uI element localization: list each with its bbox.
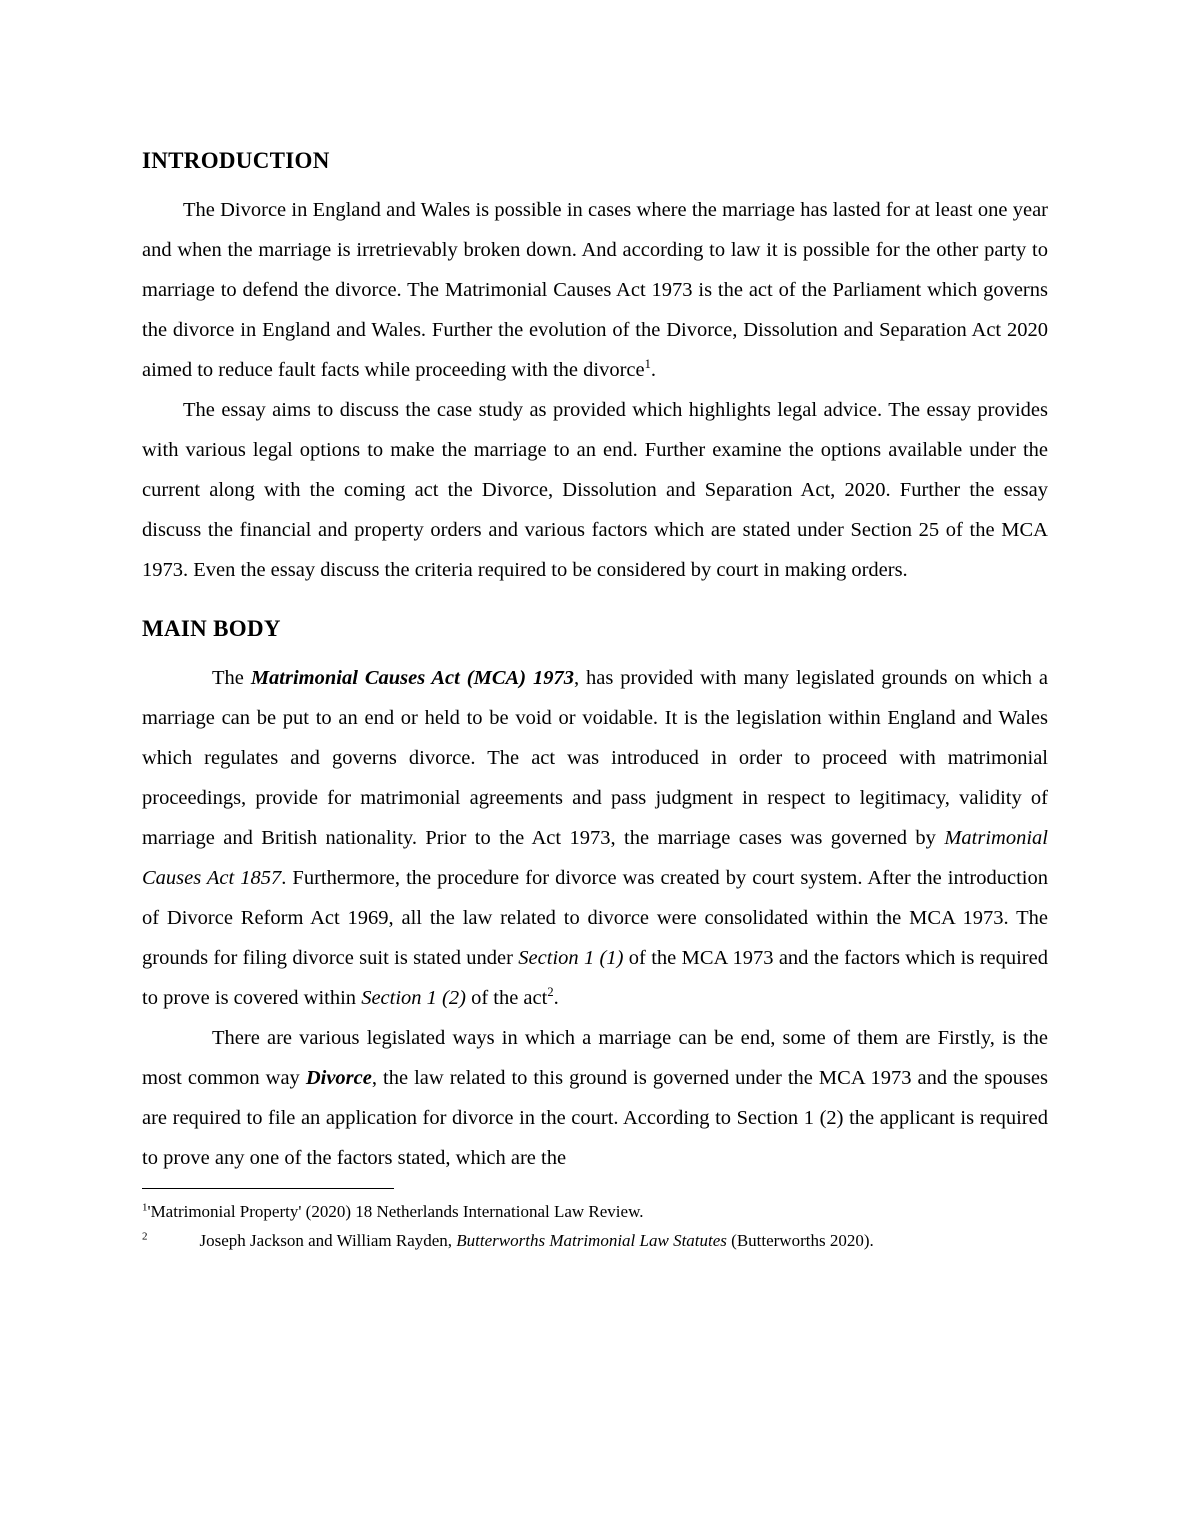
heading-introduction: INTRODUCTION: [142, 148, 330, 173]
paragraph-introduction-2: The essay aims to discuss the case study as provided which highlights legal advice. The essay provides with various legal options to make the marriage to an end. Further examine the options available under the current along with the coming act the Divorce, Dissolution and Separation Act, 2020. Further the essay discuss the financial and property orders and various factors which are stated under Section 25 of the MCA 1973. Even the essay discuss the criteria required to be considered by court in making orders.: [142, 399, 1048, 581]
paragraph-main-body-2: There are various legislated ways in which a marriage can be end, some of them are Firstly, is the most common way Divorce, the law related to this ground is governed under the MCA 1973 and the spouses are required to file an application for divorce in the court. According to Section 1 (2) the applicant is required to prove any one of the factors stated, which are the: [142, 1027, 1049, 1169]
footnote-2: $^2$ Joseph Jackson and William Rayden, Butterworths Matrimonial Law Statutes (Butterworths 2020).: [142, 1230, 874, 1250]
footnote-area: [142, 1182, 1048, 1255]
paragraph-main-body-1: The Matrimonial Causes Act (MCA) 1973, has provided with many legislated grounds on which a marriage can be put to an end or held to be void or voidable. It is the legislation within England and Wales which regulates and governs divorce. The act was introduced in order to proceed with matrimonial proceedings, provide for matrimonial agreements and pass judgment in respect to legitimacy, validity of marriage and British nationality. Prior to the Act 1973, the marriage cases was governed by Matrimonial Causes Act 1857. Furthermore, the procedure for divorce was created by court system. After the introduction of Divorce Reform Act 1969, all the law related to divorce were consolidated within the MCA 1973. The grounds for filing divorce suit is stated under Section 1 (1) of the MCA 1973 and the factors which is required to prove is covered within Section 1 (2) of the act$^2$.: [142, 667, 1048, 1009]
paragraph-introduction-1: The Divorce in England and Wales is possible in cases where the marriage has lasted for at least one year and when the marriage is irretrievably broken down. And according to law it is possible for the other party to marriage to defend the divorce. The Matrimonial Causes Act 1973 is the act of the Parliament which governs the divorce in England and Wales. Further the evolution of the Divorce, Dissolution and Separation Act 2020 aimed to reduce fault facts while proceeding with the divorce$^1$.: [142, 199, 1048, 381]
footnote-1: $^1$'Matrimonial Property' (2020) 18 Netherlands International Law Review.: [142, 1201, 644, 1221]
footnote-separator: [142, 1188, 394, 1189]
heading-main-body: MAIN BODY: [142, 616, 281, 641]
